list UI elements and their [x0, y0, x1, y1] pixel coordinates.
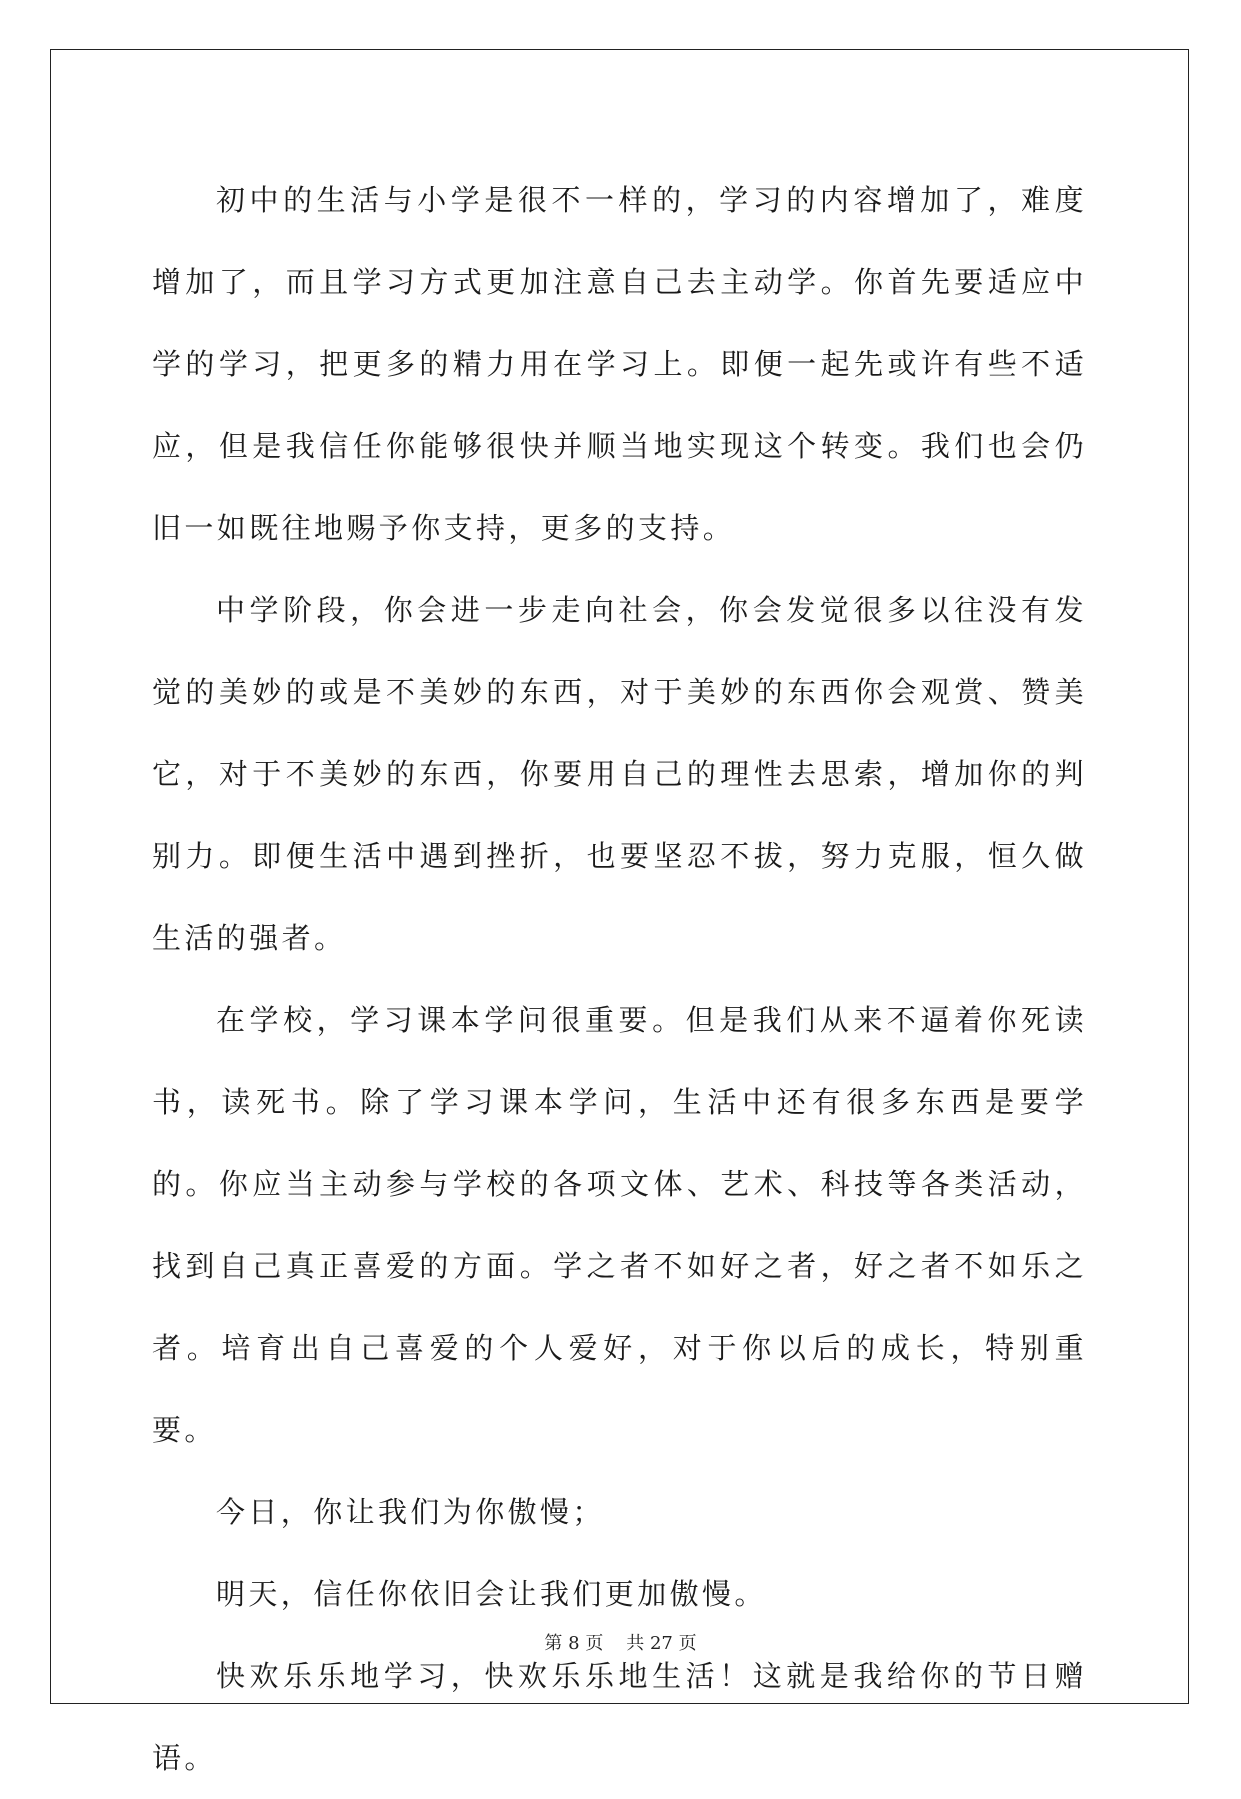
page-number: 第 8 页 — [544, 1633, 604, 1654]
page-footer — [0, 1629, 1241, 1655]
paragraph-5: 明天，信任你依旧会让我们更加傲慢。 — [216, 1577, 767, 1611]
paragraph-4: 今日，你让我们为你傲慢； — [216, 1495, 605, 1529]
page-total: 共 27 页 — [626, 1633, 697, 1654]
paragraph-1: 初中的生活与小学是很不一样的，学习的内容增加了，难度增加了，而且学习方式更加注意自己去主动学。你首先要适应中学的学习，把更多的精力用在学习上。即便一起先或许有些不适应，但是我信任你能够很快并顺当地实现这个转变。我们也会仍旧一如既往地赐予你支持，更多的支持。 — [152, 183, 1087, 545]
document-body — [152, 159, 1087, 1799]
paragraph-2: 中学阶段，你会进一步走向社会，你会发觉很多以往没有发觉的美妙的或是不美妙的东西，对于美妙的东西你会观赏、赞美它，对于不美妙的东西，你要用自己的理性去思索，增加你的判别力。即便生活中遇到挫折，也要坚忍不拔，努力克服，恒久做生活的强者。 — [152, 593, 1087, 955]
paragraph-3: 在学校，学习课本学问很重要。但是我们从来不逼着你死读书，读死书。除了学习课本学问，生活中还有很多东西是要学的。你应当主动参与学校的各项文体、艺术、科技等各类活动，找到自己真正喜爱的方面。学之者不如好之者，好之者不如乐之者。培育出自己喜爱的个人爱好，对于你以后的成长，特别重要。 — [152, 1003, 1087, 1447]
paragraph-6: 快欢乐乐地学习，快欢乐乐地生活！这就是我给你的节日赠语。 — [152, 1659, 1087, 1775]
